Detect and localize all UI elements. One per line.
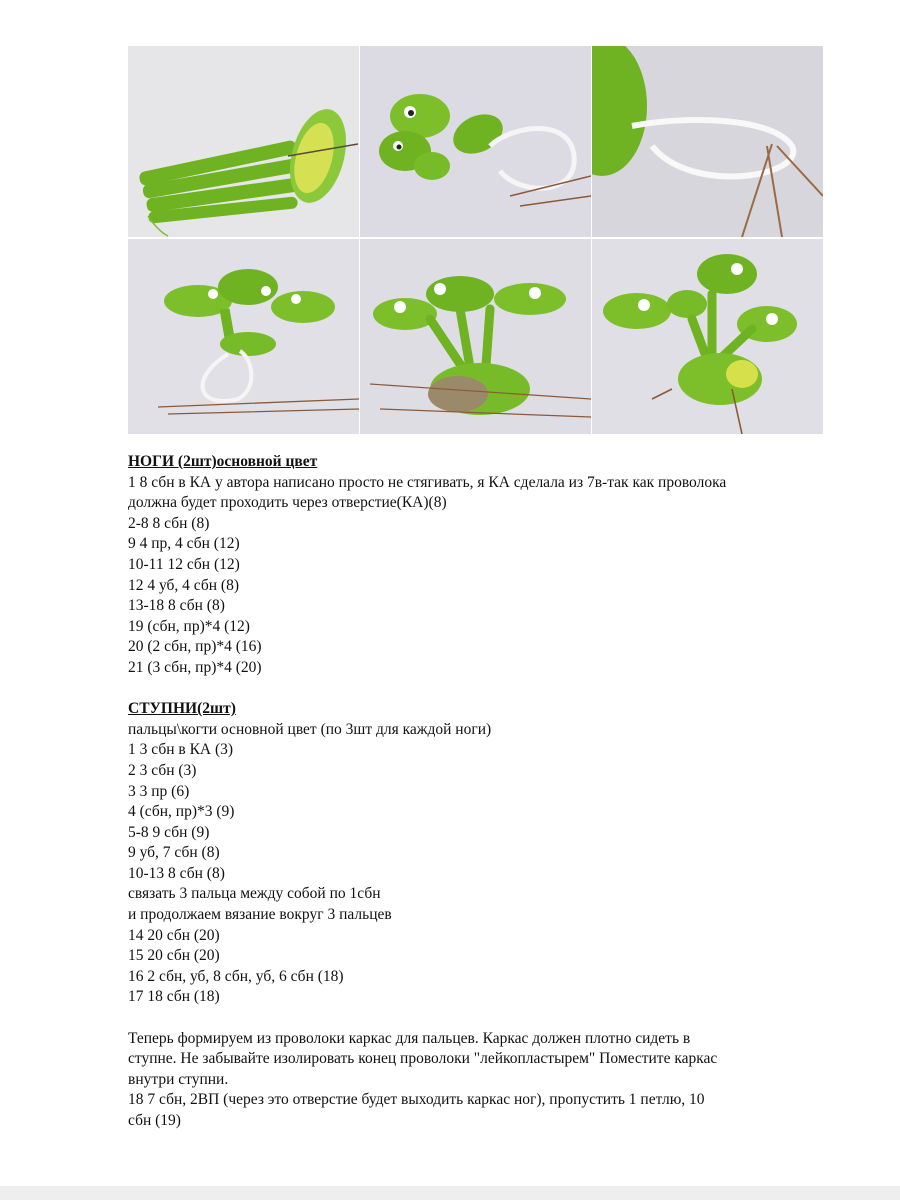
frame-line: сбн (19) (128, 1112, 181, 1129)
frame-line: Теперь формируем из проволоки каркас для пальцев. Каркас должен плотно сидеть в (128, 1029, 691, 1047)
three-headed-dragon-finished-icon (592, 239, 823, 434)
feet-line: 16 2 сбн, уб, 8 сбн, уб, 6 сбн (18) (128, 967, 344, 985)
pattern-text (128, 452, 828, 1132)
frame-line: 18 7 сбн, 2ВП (через это отверстие будет выходить каркас ног), пропустить 1 петлю, 10 (128, 1091, 705, 1109)
feet-line: 17 18 сбн (18) (128, 988, 220, 1006)
legs-line: 21 (3 сбн, пр)*4 (20) (128, 658, 262, 676)
feet-line: 5-8 9 сбн (9) (128, 823, 210, 841)
three-headed-dragon-wire-icon (128, 239, 359, 434)
three-headed-dragon-body-icon (360, 239, 591, 434)
legs-line: должна будет проходить через отверстие(КА)(8) (128, 494, 447, 512)
legs-heading: НОГИ (2шт)основной цвет (128, 453, 318, 470)
photo-leg-tubes (128, 46, 359, 237)
feet-line: 10-13 8 сбн (8) (128, 864, 225, 882)
feet-line: и продолжаем вязание вокруг 3 пальцев (128, 906, 392, 924)
legs-line: 10-11 12 сбн (12) (128, 555, 240, 573)
crochet-dragon-heads-icon (360, 46, 591, 237)
photo-dragon-heads-wire (360, 46, 591, 237)
feet-line: 4 (сбн, пр)*3 (9) (128, 803, 235, 821)
feet-line: 2 3 сбн (3) (128, 761, 197, 779)
crochet-leg-tubes-icon (128, 46, 359, 237)
legs-line: 2-8 8 сбн (8) (128, 514, 210, 532)
wire-frame-icon (592, 46, 823, 237)
photo-three-headed-wire (128, 239, 359, 434)
frame-line: ступне. Не забывайте изолировать конец проволоки "лейкопластырем" Поместите каркас (128, 1050, 718, 1068)
legs-line: 1 8 сбн в КА у автора написано просто не стягивать, я КА сделала из 7в-так как проволока (128, 473, 727, 491)
legs-line: 20 (2 сбн, пр)*4 (16) (128, 638, 262, 656)
spacer (128, 1008, 828, 1029)
photo-three-headed-body (360, 239, 591, 434)
legs-line: 9 4 пр, 4 сбн (12) (128, 535, 240, 553)
feet-line: 15 20 сбн (20) (128, 947, 220, 965)
feet-line: связать 3 пальца между собой по 1сбн (128, 885, 381, 903)
feet-line: 9 уб, 7 сбн (8) (128, 844, 220, 862)
feet-line: 14 20 сбн (20) (128, 926, 220, 944)
feet-line: 3 3 пр (6) (128, 782, 190, 800)
photo-wire-frame (592, 46, 823, 237)
feet-heading: СТУПНИ(2шт) (128, 700, 236, 718)
legs-line: 19 (сбн, пр)*4 (12) (128, 617, 250, 635)
page-bottom-edge (0, 1186, 900, 1200)
legs-line: 12 4 уб, 4 сбн (8) (128, 576, 240, 594)
photo-grid (128, 46, 823, 434)
frame-line: внутри ступни. (128, 1070, 229, 1088)
legs-line: 13-18 8 сбн (8) (128, 597, 225, 615)
spacer (128, 679, 828, 700)
feet-line: пальцы\когти основной цвет (по 3шт для каждой ноги) (128, 720, 492, 738)
feet-line: 1 3 сбн в КА (3) (128, 741, 234, 759)
photo-three-headed-finished (592, 239, 823, 434)
